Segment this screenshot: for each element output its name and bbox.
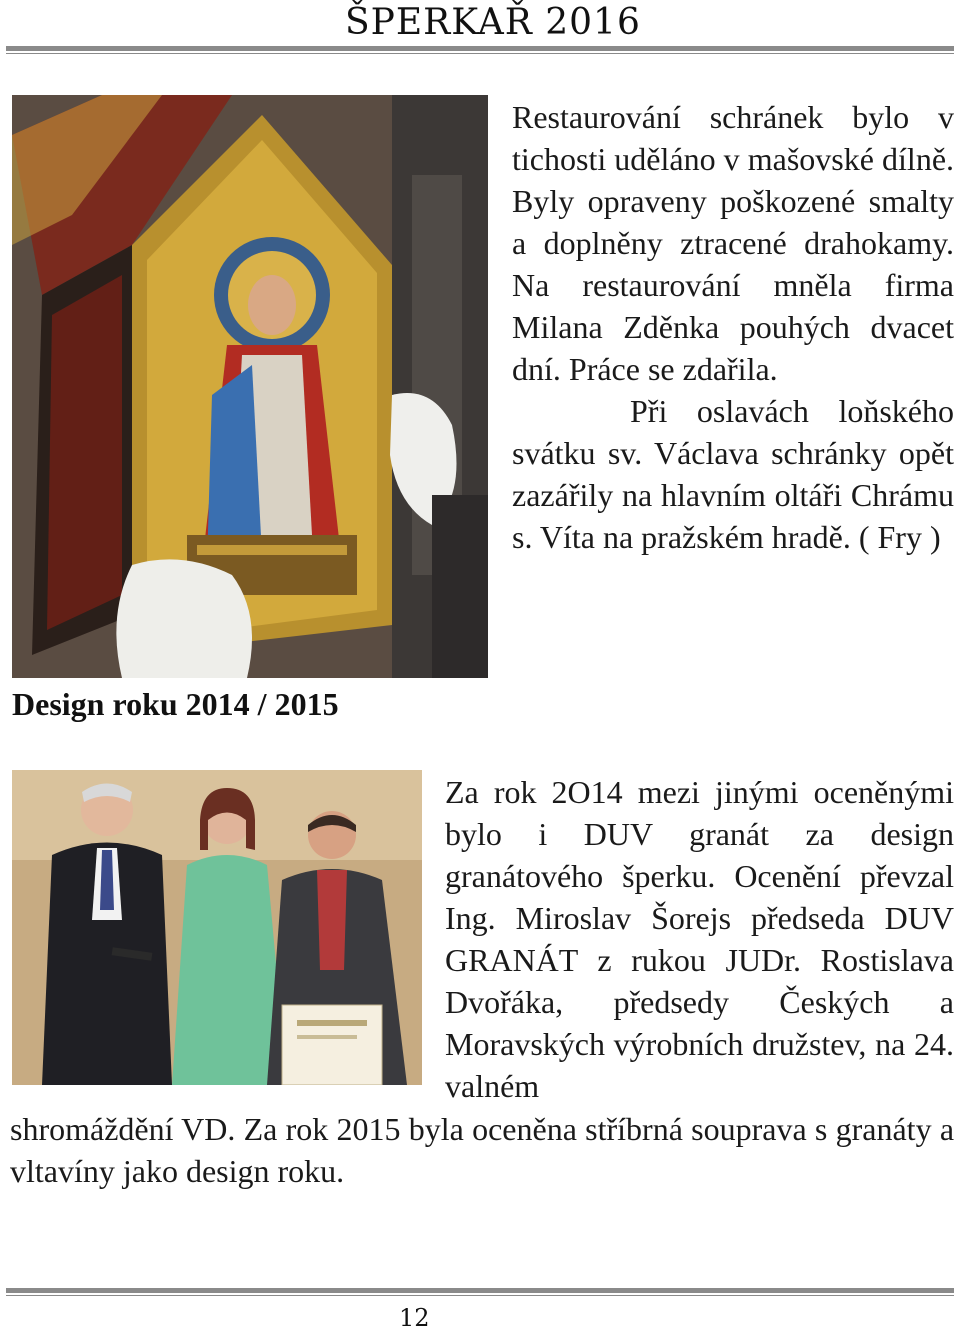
page-number: 12: [399, 1304, 430, 1332]
text-line: Při oslavách loňského: [630, 393, 954, 429]
text-line: rukou JUDr. Rostislava Dvořáka,: [445, 942, 954, 1020]
reliquary-illustration: [12, 95, 488, 678]
header-title: ŠPERKAŘ 2016: [345, 2, 641, 43]
text-line: s granáty a vltavíny jako design roku.: [10, 1111, 955, 1189]
text-line: restaurování mněla firma: [582, 267, 954, 303]
award-paragraph-continued: [10, 1108, 954, 1192]
text-line: předsedy Českých a Moravských: [445, 984, 955, 1062]
header-rule: [6, 46, 954, 51]
header-rule-thin: [6, 53, 954, 54]
text-line: dvacet dní. Práce se zdařila.: [512, 309, 955, 387]
text-line: poškozené smalty a doplněny: [512, 183, 954, 261]
text-line: v tichosti uděláno v mašovské: [512, 99, 955, 177]
text-line: oltáři Chrámu s. Víta na: [512, 477, 955, 555]
award-paragraph: [445, 771, 954, 1107]
footer-rule-thin: [6, 1295, 954, 1296]
text-line: Šorejs předseda DUV GRANÁT z: [445, 900, 954, 978]
award-illustration: [12, 770, 422, 1085]
text-line: svátku sv. Václava schránky: [512, 435, 887, 471]
text-line: design granátového šperku.: [445, 816, 955, 894]
text-line: Za rok 2O14 mezi jinými: [445, 774, 799, 810]
text-line: Restaurování schránek bylo: [512, 99, 910, 135]
footer-rule: [6, 1288, 954, 1293]
reliquary-photo: [12, 95, 488, 678]
text-line: Ocenění převzal Ing. Miroslav: [445, 858, 954, 936]
text-line: výrobních družstev, na 24. valném: [445, 1026, 954, 1104]
text-line: shromáždění VD. Za rok 2015 byla oceněna stříbrná souprava: [10, 1111, 807, 1147]
text-line: pražském hradě. ( Fry ): [641, 519, 941, 555]
text-line: Milana Zděnka pouhých: [512, 309, 850, 345]
text-line: oceněnými bylo i DUV granát za: [445, 774, 955, 852]
award-photo: [12, 770, 422, 1085]
text-line: ztracené drahokamy. Na: [512, 225, 954, 303]
restoration-paragraph: [512, 96, 954, 558]
section-heading: Design roku 2014 / 2015: [12, 686, 339, 722]
text-line: opět zazářily na hlavním: [512, 435, 955, 513]
text-line: dílně. Byly opraveny: [512, 141, 955, 219]
